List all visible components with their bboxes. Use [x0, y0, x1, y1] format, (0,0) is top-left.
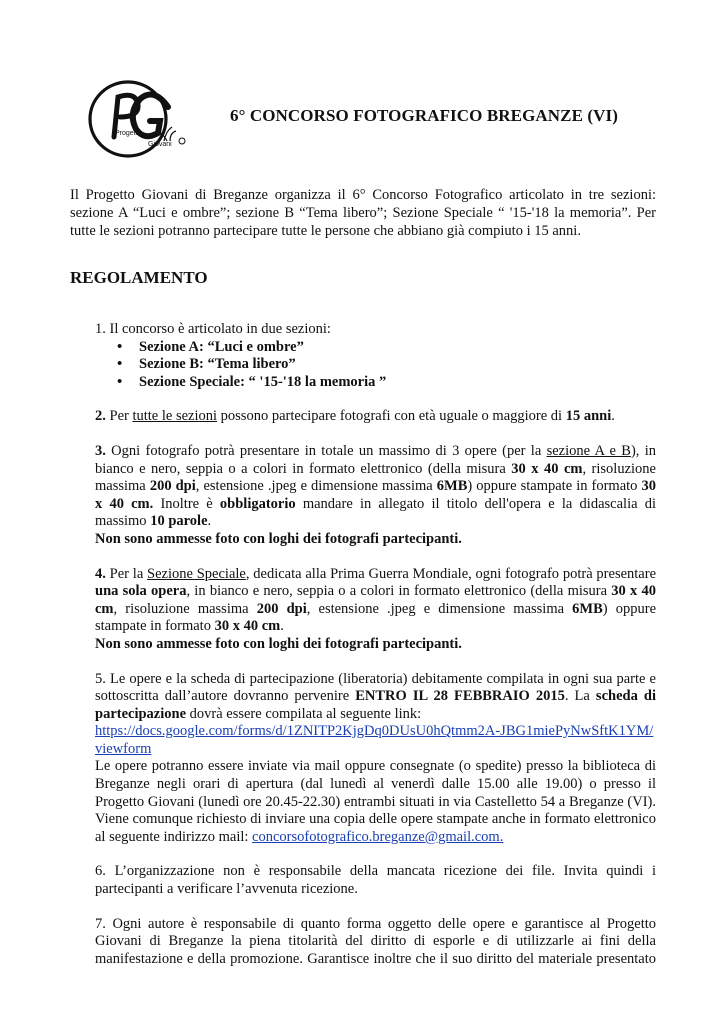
logo-word-progetto: Progetto	[115, 130, 142, 137]
rule-2-number: 2.	[95, 408, 106, 425]
rule-4-bold-5: 30 x 40 cm	[214, 618, 281, 635]
rule-4-text-6: ) oppure stampate in formato	[95, 600, 657, 635]
logo-icon	[84, 79, 194, 159]
rule-5-text-4: Le opere potranno essere inviate via mail oppure consegnate (o spedite) presso la biblioteca di Breganze negli orari di apertura (dal lunedì al venerdì dalle 15.00 alle 19.00) o presso il Progetto Giovani (lunedì ore 20.45-22.30) entrambi situati in via Castelletto 54 a Breganze (VI). Viene comunque richiesto di inviare una copia delle opere stampate anche in formato elettronico al seguente indirizzo mail:	[95, 758, 656, 845]
rule-4-underlined: Sezione Speciale	[147, 565, 246, 582]
rule-4-bold-1: una sola opera	[95, 583, 187, 600]
rule-5-text-3: dovrà essere compilata al seguente link:	[186, 705, 422, 722]
section-special-item: • Sezione Speciale: “ '15-'18 la memoria ”	[117, 374, 656, 392]
rule-3-text-2: ), in bianco e nero, seppia o a colori in formato elettronico (della misura	[95, 442, 656, 477]
rule-4-note: Non sono ammesse foto con loghi dei fotografi partecipanti.	[95, 635, 462, 652]
rule-5-text-1: 5. Le opere e la scheda di partecipazione (liberatoria) debitamente compilata in ogni sua parte e sottoscritta dall’autore dovranno pervenire	[95, 670, 656, 705]
rule-3-note: Non sono ammesse foto con loghi dei fotografi partecipanti.	[95, 530, 462, 547]
regolamento-heading: REGOLAMENTO	[70, 268, 208, 287]
rule-3-bold-6: 10 parole	[150, 513, 208, 530]
rule-2-text-b: possono partecipare fotografi con età uguale o maggiore di	[217, 408, 566, 425]
rule-3-text-7: mandare in allegato il titolo dell'opera e la didascalia di massimo	[95, 495, 656, 530]
rule-4	[95, 566, 656, 636]
rule-3-text-6: Inoltre è	[153, 495, 220, 512]
rule-1	[95, 321, 656, 339]
rule-4-text-4: , risoluzione massima	[113, 600, 257, 617]
rule-6: 6. L’organizzazione non è responsabile della mancata ricezione dei file. Invita quindi i partecipanti a verificare l’avvenuta ricezione.	[95, 863, 656, 898]
rule-4-bold-3: 200 dpi	[256, 600, 307, 617]
rule-4-bold-4: 6MB	[572, 600, 603, 617]
rule-2-text-a: Per	[105, 408, 133, 425]
rule-3-text-4: , estensione .jpeg e dimensione massima	[195, 478, 437, 495]
rule-3-underlined: sezione A e B	[546, 442, 631, 459]
rule-3-bold-2: 200 dpi	[149, 478, 196, 495]
rule-5-bold-scheda: scheda di partecipazione	[95, 688, 656, 722]
intro-paragraph: Il Progetto Giovani di Breganze organizza il 6° Concorso Fotografico articolato in tre sezioni: sezione A “Luci e ombre”; sezione B “Tema libero”; Sezione Speciale “ '15-'18 la memoria”. Per tutte le sezioni potranno partecipare tutte le persone che abbiano già compiuto i 15 anni.	[70, 187, 656, 239]
sections-list	[95, 339, 656, 392]
email-link[interactable]: concorsofotografico.breganze@gmail.com.	[252, 828, 504, 845]
rule-4-text-3: , in bianco e nero, seppia o a colori in formato elettronico (della misura	[186, 583, 612, 600]
rule-2-bold: 15 anni	[565, 408, 612, 425]
rule-4-number: 4.	[95, 565, 106, 582]
rule-3-text-5: ) oppure stampate in formato	[467, 478, 642, 495]
document-title: 6° CONCORSO FOTOGRAFICO BREGANZE (VI)	[230, 106, 618, 125]
rule-3-text-3: , risoluzione massima	[95, 460, 656, 495]
rules-list	[95, 321, 656, 968]
form-link[interactable]: https://docs.google.com/forms/d/1ZNITP2KjgDq0DUsU0hQtmm2A-JBG1miePyNwSftK1YM/viewform	[95, 723, 654, 757]
rule-2-text-c: .	[611, 408, 615, 425]
section-a-item: • Sezione A: “Luci e ombre”	[117, 339, 656, 357]
rule-5	[95, 671, 656, 724]
rule-3-text-8: .	[207, 513, 212, 530]
rule-4-text-1: Per la	[105, 565, 148, 582]
rule-3-text-1: Ogni fotografo potrà presentare in totale un massimo di 3 opere (per la	[105, 442, 547, 459]
logo-word-giovani: Giovani	[148, 141, 172, 148]
rule-3	[95, 443, 656, 531]
rule-3-bold-4: 30 x 40 cm.	[95, 478, 656, 512]
section-b-item: • Sezione B: “Tema libero”	[117, 356, 656, 374]
rule-3-bold-5: obbligatorio	[219, 495, 296, 512]
rule-1-text: 1. Il concorso è articolato in due sezioni:	[95, 321, 331, 337]
progetto-giovani-logo	[84, 79, 194, 159]
rule-3-bold-3: 6MB	[436, 478, 468, 495]
rule-5-deadline: ENTRO IL 28 FEBBRAIO 2015	[355, 688, 565, 705]
rule-5-delivery	[95, 758, 656, 846]
rule-3-bold-1: 30 x 40 cm	[511, 460, 583, 477]
rule-4-text-5: , estensione .jpeg e dimensione massima	[306, 600, 573, 617]
rule-7: 7. Ogni autore è responsabile di quanto forma oggetto delle opere e garantisce al Progetto Giovani di Breganze la piena titolarità del diritto di esporle e di utilizzarle ai fini della manifestazione e della promozione. Garantisce inoltre che il suo diritto del materiale presentato	[95, 915, 656, 967]
rule-5-text-2: . La	[564, 688, 596, 705]
rule-4-text-7: .	[280, 618, 284, 635]
rule-3-number: 3.	[95, 442, 106, 459]
rule-4-text-2: , dedicata alla Prima Guerra Mondiale, ogni fotografo potrà presentare	[245, 565, 657, 582]
rule-4-bold-2: 30 x 40 cm	[95, 583, 656, 617]
rule-2-underlined: tutte le sezioni	[132, 408, 218, 425]
rule-2	[95, 408, 656, 426]
rule-5-link-line	[95, 723, 656, 758]
